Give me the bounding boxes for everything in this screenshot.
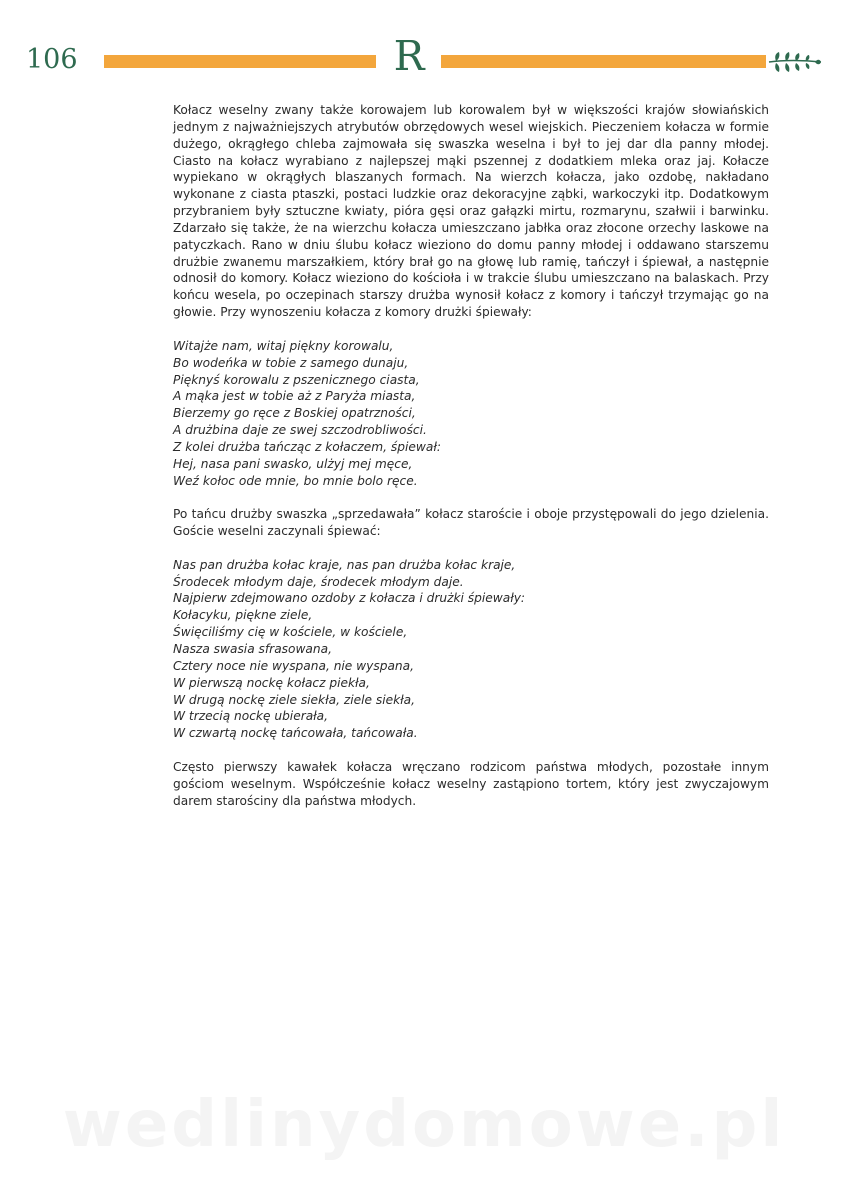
header-bar-left	[104, 55, 376, 68]
verse-line: Witajże nam, witaj piękny korowalu,	[173, 338, 394, 353]
verse-line: Bo wodeńka w tobie z samego dunaju,	[173, 355, 409, 370]
verse-line: Weź kołoc ode mnie, bo mnie bolo ręce.	[173, 473, 418, 488]
section-letter: R	[393, 32, 425, 80]
verse-line: Z kolei drużba tańcząc z kołaczem, śpiewał:	[173, 439, 441, 454]
verse-line: Nasza swasia sfrasowana,	[173, 642, 332, 656]
branch-icon	[768, 49, 822, 75]
verse-korowal	[173, 338, 769, 490]
verse-line: Cztery noce nie wyspana, nie wyspana,	[173, 658, 414, 673]
watermark: wedlinydomowe.pl	[62, 1088, 786, 1162]
verse-line: W drugą nockę ziele siekła, ziele siekła,	[173, 692, 416, 707]
verse-line: Pięknyś korowalu z pszenicznego ciasta,	[173, 372, 420, 387]
verse-line: W trzecią nockę ubierała,	[173, 709, 329, 724]
article-body	[173, 102, 769, 809]
page-number: 106	[26, 44, 78, 75]
paragraph-closing: Często pierwszy kawałek kołacza wręczano rodzicom państwa młodych, pozostałe innym gościom weselnym. Współcześnie kołacz weselny zastąpiono tortem, który jest zwyczajowym darem starościny dla państwa młodych.	[173, 759, 769, 808]
header-bar-right	[441, 55, 766, 68]
paragraph-dance: Po tańcu drużby swaszka „sprzedawała” kołacz staroście i oboje przystępowali do jego dzielenia. Goście weselni zaczynali śpiewać:	[173, 507, 769, 539]
verse-line: Nas pan drużba kołac kraje, nas pan drużba kołac kraje,	[173, 557, 516, 572]
verse-line: W czwartą nockę tańcowała, tańcowała.	[173, 726, 418, 741]
verse-line: A mąka jest w tobie aż z Paryża miasta,	[173, 389, 416, 404]
verse-line: Kołacyku, piękne ziele,	[173, 608, 313, 623]
verse-line: Hej, nasa pani swasko, ulżyj mej męce,	[173, 456, 413, 471]
verse-line: Środecek młodym daje, środecek młodym daje.	[173, 574, 464, 589]
verse-kolacyk	[173, 557, 769, 742]
verse-line: Święciliśmy cię w kościele, w kościele,	[173, 625, 408, 640]
verse-line: Najpierw zdejmowano ozdoby z kołacza i drużki śpiewały:	[173, 591, 526, 606]
verse-line: Bierzemy go ręce z Boskiej opatrzności,	[173, 406, 416, 421]
verse-line: A drużbina daje ze swej szczodrobliwości.	[173, 423, 427, 438]
paragraph-intro: Kołacz weselny zwany także korowajem lub korowalem był w większości krajów słowiańskich jednym z najważniejszych atrybutów obrzędowych wesel wiejskich. Pieczeniem kołacza w formie dużego, okrągłego chleba zajmowała się swaszka weselna i był to jej dar dla panny młodej. Ciasto na kołacz wyrabiano z najlepszej mąki pszennej z dodatkiem mleka oraz jaj. Kołacze wypiekano w okrągłych blaszanych formach. Na wierzch kołacza, jako ozdobę, nakładano wykonane z ciasta ptaszki, postaci ludzkie oraz dekoracyjne ząbki, warkoczyki itp. Dodatkowym przybraniem były sztuczne kwiaty, pióra gęsi oraz gałązki mirtu, rozmarynu, szałwii i barwinku. Zdarzało się także, że na wierzchu kołacza umieszczano jabłka oraz złocone orzechy laskowe na patyczkach. Rano w dniu ślubu kołacz wieziono do domu panny młodej i oddawano starszemu drużbie zwanemu marszałkiem, który brał go na głowę lub ramię, tańczył i śpiewał, a następnie odnosił do komory. Kołacz wieziono do kościoła i w trakcie ślubu umieszczano na balaskach. Przy końcu wesela, po oczepinach starszy drużba wynosił kołacz z komory i tańczył trzymając go na głowie. Przy wynoszeniu kołacza z komory drużki śpiewały:	[173, 103, 769, 320]
verse-line: W pierwszą nockę kołacz piekła,	[173, 675, 370, 690]
